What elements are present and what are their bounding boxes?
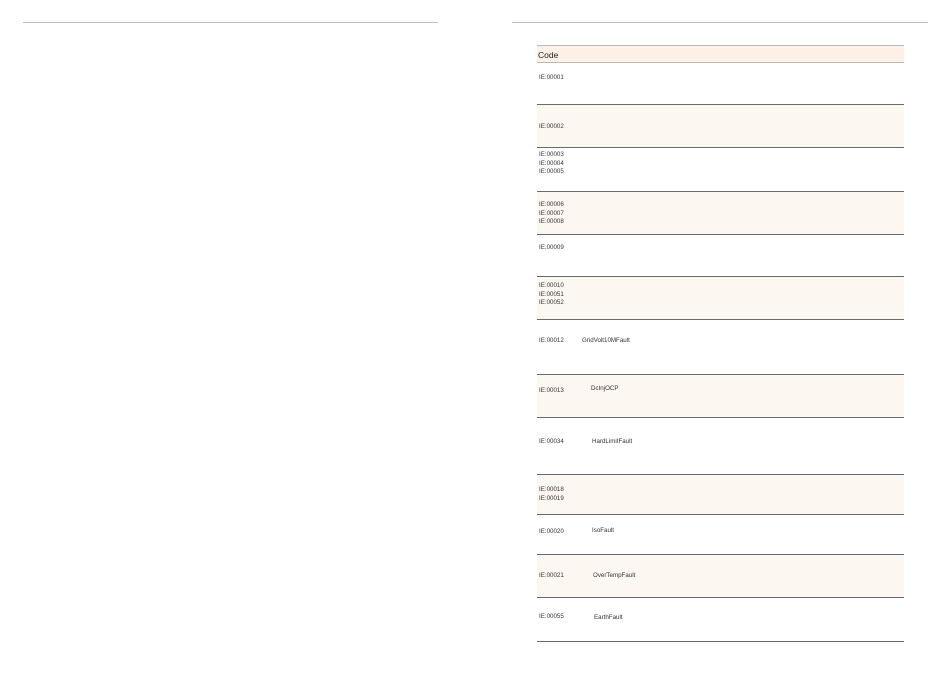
fault-name: GridVolt10MFault <box>582 337 630 344</box>
left-page-top-rule <box>23 22 438 23</box>
row-codes <box>539 387 564 396</box>
code-label: IE:00009 <box>539 244 564 251</box>
table-row <box>537 418 904 475</box>
code-label: IE:00003 <box>539 151 564 158</box>
code-label: IE:00010 <box>539 282 564 289</box>
code-label: IE:00008 <box>539 218 564 226</box>
right-page-top-rule <box>512 22 928 23</box>
code-label: IE:00034 <box>539 438 564 445</box>
code-column-header: Code <box>538 50 559 60</box>
fault-name: EarthFault <box>594 614 623 621</box>
table-row <box>537 375 904 418</box>
table-row <box>537 63 904 105</box>
code-label: IE:00006 <box>539 201 564 208</box>
table-row <box>537 235 904 277</box>
fault-name: OverTempFault <box>593 572 636 579</box>
code-label: IE:00055 <box>539 613 564 620</box>
table-row <box>537 105 904 148</box>
row-codes <box>539 572 564 581</box>
row-codes <box>539 201 564 227</box>
table-row <box>537 277 904 320</box>
row-codes <box>539 151 564 177</box>
table-header <box>537 45 904 63</box>
error-code-table <box>537 45 904 642</box>
fault-name: HardLimitFault <box>592 438 633 445</box>
code-label: IE:00018 <box>539 486 564 493</box>
code-label: IE:00051 <box>539 290 564 298</box>
row-codes <box>539 486 564 503</box>
code-label: IE:00012 <box>539 337 564 344</box>
row-codes <box>539 244 564 253</box>
row-codes <box>539 438 564 447</box>
row-codes <box>539 613 564 622</box>
code-label: IE:00013 <box>539 387 564 394</box>
row-codes <box>539 74 564 83</box>
row-codes <box>539 282 564 308</box>
table-row <box>537 475 904 515</box>
code-label: IE:00019 <box>539 494 564 502</box>
table-row <box>537 192 904 235</box>
code-label: IE:00007 <box>539 209 564 217</box>
code-label: IE:00020 <box>539 528 564 535</box>
code-label: IE:00004 <box>539 159 564 167</box>
row-codes <box>539 528 564 537</box>
code-label: IE:00052 <box>539 299 564 307</box>
fault-name: DcInjOCP <box>591 385 619 392</box>
table-row <box>537 555 904 598</box>
row-codes <box>539 123 564 132</box>
code-label: IE:00005 <box>539 168 564 176</box>
code-label: IE:00002 <box>539 123 564 130</box>
table-row <box>537 148 904 192</box>
code-label: IE:00001 <box>539 74 564 81</box>
row-codes <box>539 337 564 346</box>
table-row <box>537 515 904 555</box>
fault-name: IsoFault <box>592 527 615 534</box>
table-row <box>537 598 904 642</box>
code-label: IE:00021 <box>539 572 564 579</box>
table-row <box>537 320 904 375</box>
